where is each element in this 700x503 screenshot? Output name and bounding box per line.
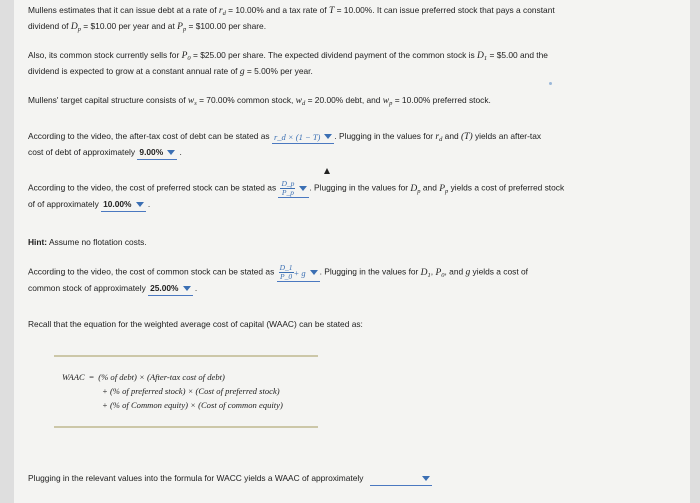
hint-line: Hint: Assume no flotation costs. — [28, 237, 147, 247]
waac-answer-dropdown[interactable] — [370, 472, 432, 486]
common-line-2: dividend is expected to grow at a constant annual rate of g = 5.00% per year. — [28, 66, 313, 77]
cost-of-debt-question: According to the video, the after-tax cost of debt can be stated as r_d × (1 − T) . Plugging in the values for $r_d$ and (T) yields an after-tax cost of debt of approximately 9.00% . — [28, 130, 683, 160]
divider-top — [54, 355, 318, 357]
question-panel — [14, 0, 690, 503]
intro-paragraph — [28, 4, 683, 36]
preferred-formula-dropdown[interactable]: $\frac{D\_p}{P\_p}$ — [278, 180, 309, 198]
common-stock-paragraph — [28, 49, 683, 79]
target-structure-line: Mullens' target capital structure consists of $w_s = 70.00\%$ common stock, $w_d = 20.00\%$ debt, and $w_p = 10.00\%$ preferred stock. — [28, 95, 491, 107]
recall-line: Recall that the equation for the weighted average cost of capital (WAAC) can be stated as: — [28, 319, 363, 329]
chevron-down-icon — [422, 476, 430, 481]
chevron-down-icon — [136, 202, 144, 207]
common-line-1: Also, its common stock currently sells for $P_0$ = $25.00 per share. The expected dividend payment of the common stock is $D_1$ = $5.00 and the — [28, 50, 548, 62]
chevron-down-icon — [310, 270, 318, 275]
chevron-down-icon — [299, 186, 307, 191]
debt-formula-dropdown[interactable]: r_d × (1 − T) — [272, 130, 334, 144]
common-formula-dropdown[interactable]: $\frac{D\_1}{P\_0}$ + g — [277, 264, 320, 282]
cost-of-preferred-dropdown[interactable]: 10.00% — [101, 198, 145, 212]
chevron-down-icon — [183, 286, 191, 291]
final-question: Plugging in the relevant values into the formula for WACC yields a WAAC of approximately — [28, 472, 683, 486]
scroll-dot — [549, 82, 552, 85]
cost-of-common-dropdown[interactable]: 25.00% — [148, 282, 192, 296]
waac-equation: WAAC = (% of debt) × (After-tax cost of debt) + (% of preferred stock) × (Cost of preferred stock) + (% of Common equity) × (Cost of common equity) — [62, 372, 283, 410]
chevron-down-icon — [324, 134, 332, 139]
divider-bottom — [54, 426, 318, 428]
cost-of-common-question: According to the video, the cost of common stock can be stated as $\frac{D\_1}{P\_0}$ + g . Plugging in the values for $D_1$, $P_0$, and g yields a cost of common stock of approximately 25.00% . — [28, 264, 683, 296]
chevron-down-icon — [167, 150, 175, 155]
intro-line-2: dividend of $D_p$ = $10.00 per year and at $P_p$ = $100.00 per share. — [28, 21, 267, 33]
cursor-icon — [324, 168, 330, 174]
cost-of-preferred-question: According to the video, the cost of preferred stock can be stated as $\frac{D\_p}{P\_p}$ . Plugging in the values for $D_p$ and $P_p$ yields a cost of preferred stock of of approximately 10.00% . — [28, 180, 683, 212]
intro-line-1: Mullens estimates that it can issue debt at a rate of $r_d = 10.00\%$ and a tax rate of T = 10.00%. It can issue preferred stock that pays a constant — [28, 5, 555, 17]
cost-of-debt-dropdown[interactable]: 9.00% — [137, 146, 177, 160]
